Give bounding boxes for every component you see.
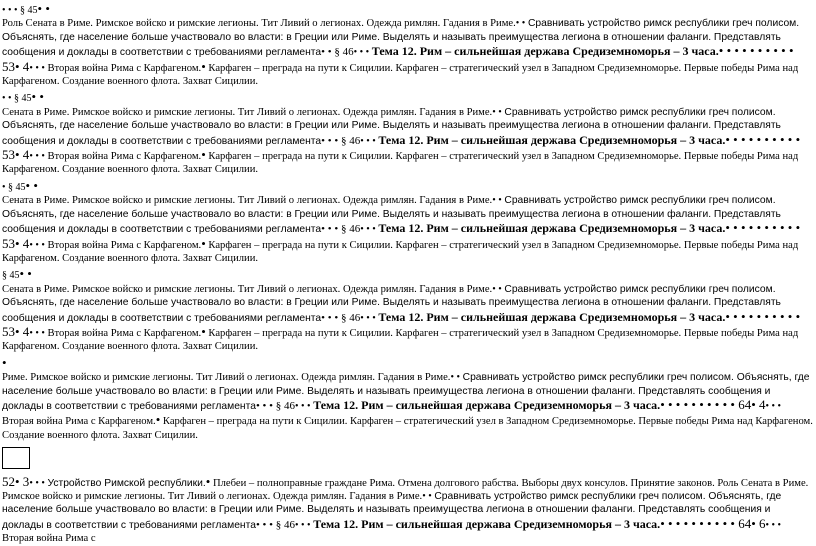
paragraph-text: Сената в Риме. Римское войско и римские легионы. Тит Ливий о легионах. Одежда римлян. Гадания в Риме.	[2, 106, 493, 118]
bullet-marks: • • •	[360, 224, 376, 236]
topic-heading: Тема 12. Рим – сильнейшая держава Средиземноморья – 3 часа.	[378, 309, 726, 324]
lesson-count: • 4	[15, 323, 30, 339]
bullet-marks: • • •	[29, 239, 45, 251]
bullet-marks: • • •	[29, 477, 45, 489]
bullet-marks: • • •	[360, 312, 376, 324]
paragraph-text: Карфаген – преграда на пути к Сицилии. Карфаген – стратегический узел в Западном Средиземноморье. Первые победы Рима над Карфагеном. Создание военного флота. Захват Сицилии.	[2, 62, 799, 88]
paragraph-text: Сената в Риме. Римское войско и римские легионы. Тит Ливий о легионах. Одежда римлян. Гадания в Риме.	[2, 195, 493, 207]
bullet-dot: •	[201, 235, 206, 251]
bullet-marks: • •	[492, 195, 502, 207]
bullet-marks: • • • § 45	[2, 5, 38, 16]
bullet-dot: • •	[37, 1, 50, 16]
paragraph-text: Карфаген – преграда на пути к Сицилии. Карфаген – стратегический узел в Западном Средиземноморье. Первые победы Рима над Карфагеном. Создание военного флота. Захват Сицилии.	[2, 416, 813, 441]
lesson-count: • 3	[15, 473, 30, 489]
lesson-title: Вторая война Рима с	[2, 533, 96, 545]
paragraph-marker: • • • § 46	[255, 399, 296, 412]
lesson-number: • • • • • • • • • • 64	[660, 396, 752, 412]
paragraph-text: Риме. Римское войско и римские легионы. Тит Ливий о легионах. Одежда римлян. Гадания в Риме.	[2, 372, 451, 384]
bullet-marks: • • •	[29, 62, 45, 74]
topic-heading: Тема 12. Рим – сильнейшая держава Средиземноморья – 3 часа.	[313, 397, 661, 412]
lesson-number: • • • • • • • • • • 53	[2, 43, 794, 74]
lesson-title: Вторая война Рима с Карфагеном.	[47, 62, 202, 74]
paragraph-text: Сената в Риме. Римское войско и римские легионы. Тит Ливий о легионах. Одежда римлян. Гадания в Риме.	[2, 283, 493, 295]
lesson-title: Устройство Римской республики.	[47, 477, 206, 489]
lesson-count: • 6	[751, 515, 766, 531]
lesson-title: Вторая война Рима с Карфагеном.	[47, 239, 202, 251]
paragraph-text: Карфаген – преграда на пути к Сицилии. Карфаген – стратегический узел в Западном Средиземноморье. Первые победы Рима над Карфагеном. Создание военного флота. Захват Сицилии.	[2, 327, 799, 353]
text-block-6	[2, 475, 814, 546]
bullet-marks: • •	[515, 18, 526, 30]
skills-text: Сравнивать устройство римск республики греч полисом. Объяснять, где население больше участвовало во власти: в Греции или Риме. Выделять и называть преимущества легиона в отношении фаланги. Представлять сообщения и доклады в соответствии с требованиями регламента	[2, 195, 781, 236]
bullet-dot: •	[205, 473, 211, 489]
paragraph-marker: • • • § 46	[321, 223, 361, 236]
lesson-title: Вторая война Рима с Карфагеном.	[47, 151, 202, 163]
paragraph-text: Роль Сената в Риме. Римское войско и римские легионы. Тит Ливий о легионах. Одежда римлян. Гадания в Риме.	[2, 18, 516, 30]
bullet-marks: • •	[492, 106, 502, 118]
bullet-marks: • • •	[353, 47, 370, 59]
bullet-marks: • •	[450, 372, 460, 384]
bullet-dot: • •	[31, 89, 44, 105]
skills-text: Сравнивать устройство римск республики греч полисом. Объяснять, где население больше участвовало во власти: в Греции или Риме. Выделять и называть преимущества легиона в отношении фаланги. Представлять сообщения и доклады в соответствии с требованиями регламента	[2, 106, 781, 147]
bullet-marks: • • § 45	[2, 93, 32, 105]
topic-heading: Тема 12. Рим – сильнейшая держава Средиземноморья – 3 часа.	[378, 221, 726, 236]
lesson-count: • 4	[15, 147, 30, 163]
paragraph-text: Карфаген – преграда на пути к Сицилии. Карфаген – стратегический узел в Западном Средиземноморье. Первые победы Рима над Карфагеном. Создание военного флота. Захват Сицилии.	[2, 239, 799, 264]
paragraph-marker: • • § 46	[321, 46, 354, 59]
text-block-1	[2, 2, 814, 88]
bullet-marks: • • •	[765, 519, 782, 531]
skills-text: Сравнивать устройство римск республики греч полисом. Объяснять, где население больше участвовало во власти: в Греции или Риме. Выделять и называть преимущества легиона в отношении фаланги. Представлять сообщения и доклады в соответствии с требованиями регламента	[2, 372, 810, 412]
text-block-3	[2, 179, 814, 265]
topic-heading: Тема 12. Рим – сильнейшая держава Средиземноморья – 3 часа.	[378, 132, 726, 147]
paragraph-text: Плебеи – полноправные граждане Рима. Отмена долгового рабства. Выборы двух консулов. Принятие законов. Роль Сената в Риме. Римское войско и римские легионы. Тит Ливий о легионах. Одежда римлян. Гадания в Риме.	[2, 477, 809, 502]
bullet-marks: • •	[422, 491, 432, 502]
bullet-marks: • • •	[29, 327, 45, 339]
text-block-5	[2, 356, 814, 442]
empty-checkbox-frame	[2, 447, 30, 469]
bullet-dot: •	[155, 412, 161, 428]
lesson-number: • • • • • • • • • • 53	[2, 131, 801, 163]
bullet-marks: • • •	[360, 135, 376, 147]
paragraph-marker: • • • § 46	[321, 311, 361, 324]
text-block-2	[2, 90, 814, 176]
bullet-dot: •	[201, 147, 206, 163]
bullet-marks: • • •	[29, 151, 45, 163]
skills-text: Сравнивать устройство римск республики греч полисом. Объяснять, где население больше участвовало во власти: в Греции или Риме. Выделять и называть преимущества легиона в отношении фаланги. Представлять сообщения и доклады в соответствии с требованиями регламента	[2, 491, 782, 531]
bullet-marks: • • •	[295, 519, 311, 531]
lesson-number: 52	[2, 473, 15, 489]
text-block-4	[2, 267, 814, 353]
skills-text: Сравнивать устройство римск республики греч полисом. Объяснять, где население больше участвовало во власти: в Греции или Риме. Выделять и называть преимущества легиона в отношении фаланги. Представлять сообщения и доклады в соответствии с требованиями регламента	[2, 18, 800, 59]
bullet-marks: • • •	[765, 400, 782, 412]
skills-text: Сравнивать устройство римск республики греч полисом. Объяснять, где население больше участвовало во власти: в Греции или Риме. Выделять и называть преимущества легиона в отношении фаланги. Представлять сообщения и доклады в соответствии с требованиями регламента	[2, 283, 781, 324]
bullet-dot: • •	[25, 177, 38, 193]
lesson-count: • 4	[751, 396, 766, 412]
lesson-title: Вторая война Рима с Карфагеном.	[2, 416, 156, 428]
bullet-dot: •	[201, 323, 206, 339]
lesson-number: • • • • • • • • • • 64	[660, 515, 752, 531]
topic-heading: Тема 12. Рим – сильнейшая держава Средиземноморья – 3 часа.	[313, 516, 661, 531]
bullet-marks: • § 45	[2, 181, 26, 193]
lesson-number: • • • • • • • • • • 53	[2, 220, 801, 251]
topic-heading: Тема 12. Рим – сильнейшая держава Средиземноморья – 3 часа.	[371, 44, 719, 59]
bullet-dot: • •	[19, 266, 32, 282]
paragraph-text: Карфаген – преграда на пути к Сицилии. Карфаген – стратегический узел в Западном Средиземноморье. Первые победы Рима над Карфагеном. Создание военного флота. Захват Сицилии.	[2, 151, 799, 176]
bullet-dot: •	[2, 354, 7, 370]
lesson-title: Вторая война Рима с Карфагеном.	[47, 327, 202, 339]
bullet-marks: • •	[492, 283, 502, 295]
lesson-count: • 4	[15, 235, 30, 251]
paragraph-marker: • • • § 46	[321, 134, 361, 147]
bullet-dot: •	[201, 58, 206, 74]
lesson-count: • 4	[15, 58, 30, 74]
bullet-marks: § 45	[2, 270, 20, 282]
paragraph-marker: • • • § 46	[255, 518, 296, 531]
bullet-marks: • • •	[295, 400, 311, 412]
lesson-number: • • • • • • • • • • 53	[2, 308, 801, 339]
